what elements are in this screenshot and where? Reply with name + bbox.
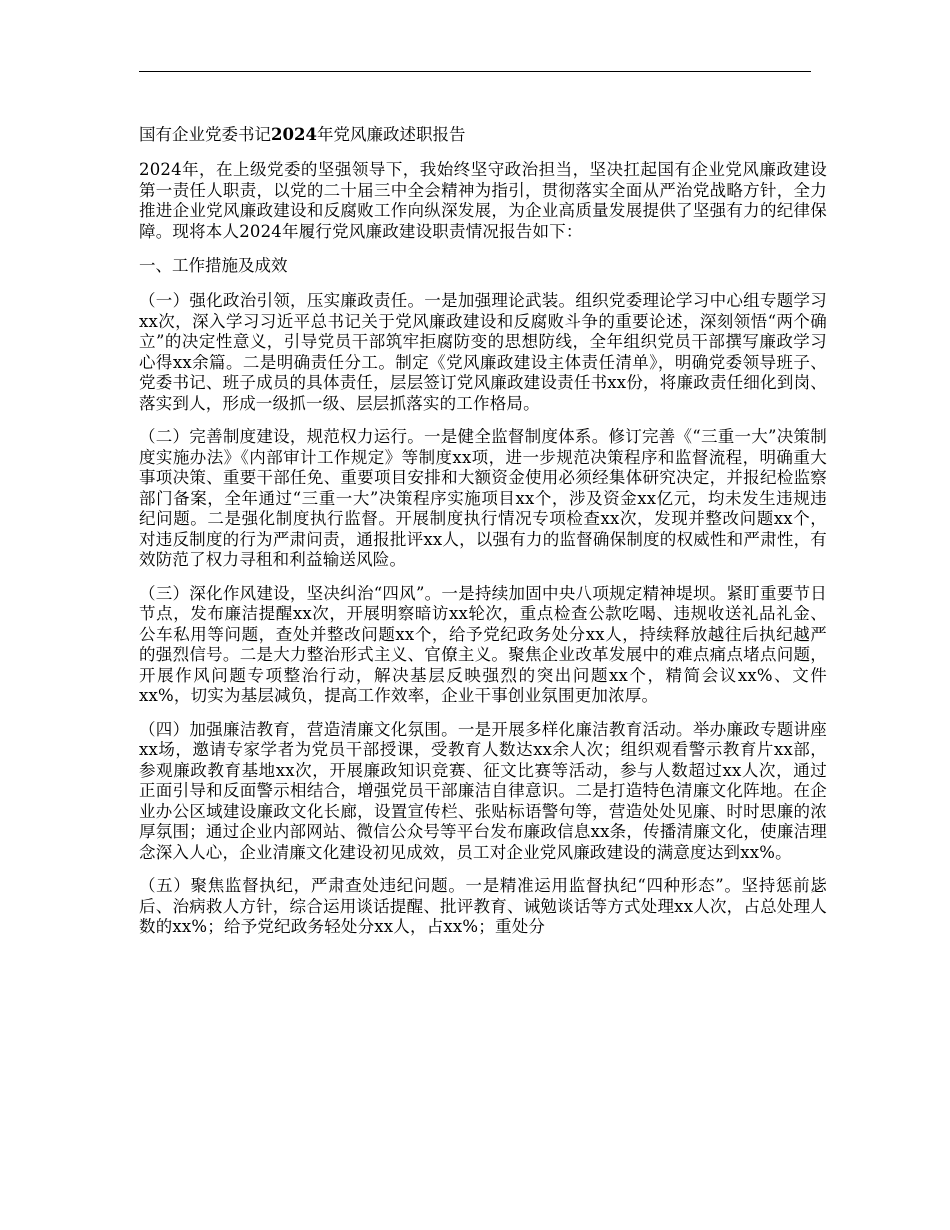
paragraph-integrity-education: （四）加强廉洁教育，营造清廉文化氛围。一是开展多样化廉洁教育活动。举办廉政专题讲座xx场，邀请专家学者为党员干部授课，受教育人数达xx余人次；组织观看警示教育片xx部，参观廉政教育基地xx次，开展廉政知识竞赛、征文比赛等活动，参与人数超过xx人次，通过正面引导和反面警示相结合，增强党员干部廉洁自律意识。二是打造特色清廉文化阵地。在企业办公区域建设廉政文化长廊，设置宣传栏、张贴标语警句等，营造处处见廉、时时思廉的浓厚氛围；通过企业内部网站、微信公众号等平台发布廉政信息xx条，传播清廉文化，使廉洁理念深入人心，企业清廉文化建设初见成效，员工对企业党风廉政建设的满意度达到xx%。 [139,719,827,862]
section-heading: 一、工作措施及成效 [139,256,288,275]
title-year: 2024 [271,125,317,144]
paragraph-work-style: （三）深化作风建设，坚决纠治“四风”。一是持续加固中央八项规定精神堤坝。紧盯重要节日节点，发布廉洁提醒xx次，开展明察暗访xx轮次，重点检查公款吃喝、违规收送礼品礼金、公车私用等问题，查处并整改问题xx个，给予党纪政务处分xx人，持续释放越往后执纪越严的强烈信号。二是大力整治形式主义、官僚主义。聚焦企业改革发展中的难点痛点堵点问题，开展作风问题专项整治行动，解决基层反映强烈的突出问题xx个，精简会议xx%、文件xx%，切实为基层减负，提高工作效率，企业干事创业氛围更加浓厚。 [139,583,827,705]
paragraph-political-guidance: （一）强化政治引领，压实廉政责任。一是加强理论武装。组织党委理论学习中心组专题学习xx次，深入学习习近平总书记关于党风廉政建设和反腐败斗争的重要论述，深刻领悟“两个确立”的决定性意义，引导党员干部筑牢拒腐防变的思想防线，全年组织党员干部撰写廉政学习心得xx余篇。二是明确责任分工。制定《党风廉政建设主体责任清单》，明确党委领导班子、党委书记、班子成员的具体责任，层层签订党风廉政建设责任书xx份，将廉政责任细化到岗、落实到人，形成一级抓一级、层层抓落实的工作格局。 [139,291,827,413]
intro-paragraph: 2024年，在上级党委的坚强领导下，我始终坚守政治担当，坚决扛起国有企业党风廉政建设第一责任人职责，以党的二十届三中全会精神为指引，贯彻落实全面从严治党战略方针，全力推进企业党风廉政建设和反腐败工作向纵深发展，为企业高质量发展提供了坚强有力的纪律保障。现将本人2024年履行党风廉政建设职责情况报告如下： [139,160,827,241]
document-title [139,124,827,146]
document-body [139,124,827,951]
paragraph-supervision-discipline: （五）聚焦监督执纪，严肃查处违纪问题。一是精准运用监督执纪“四种形态”。坚持惩前毖后、治病救人方针，综合运用谈话提醒、批评教育、诫勉谈话等方式处理xx人次，占总处理人数的xx%；给予党纪政务轻处分xx人，占xx%；重处分 [139,876,827,936]
header-rule [139,71,811,72]
title-prefix: 国有企业党委书记 [139,125,271,144]
paragraph-institution-building: （二）完善制度建设，规范权力运行。一是健全监督制度体系。修订完善《“三重一大”决策制度实施办法》《内部审计工作规定》等制度xx项，进一步规范决策程序和监督流程，明确重大事项决策、重要干部任免、重要项目安排和大额资金使用必须经集体研究决定，并报纪检监察部门备案，全年通过“三重一大”决策程序实施项目xx个，涉及资金xx亿元，均未发生违规违纪问题。二是强化制度执行监督。开展制度执行情况专项检查xx次，发现并整改问题xx个，对违反制度的行为严肃问责，通报批评xx人，以强有力的监督确保制度的权威性和严肃性，有效防范了权力寻租和利益输送风险。 [139,427,827,569]
title-suffix: 年党风廉政述职报告 [316,125,466,144]
